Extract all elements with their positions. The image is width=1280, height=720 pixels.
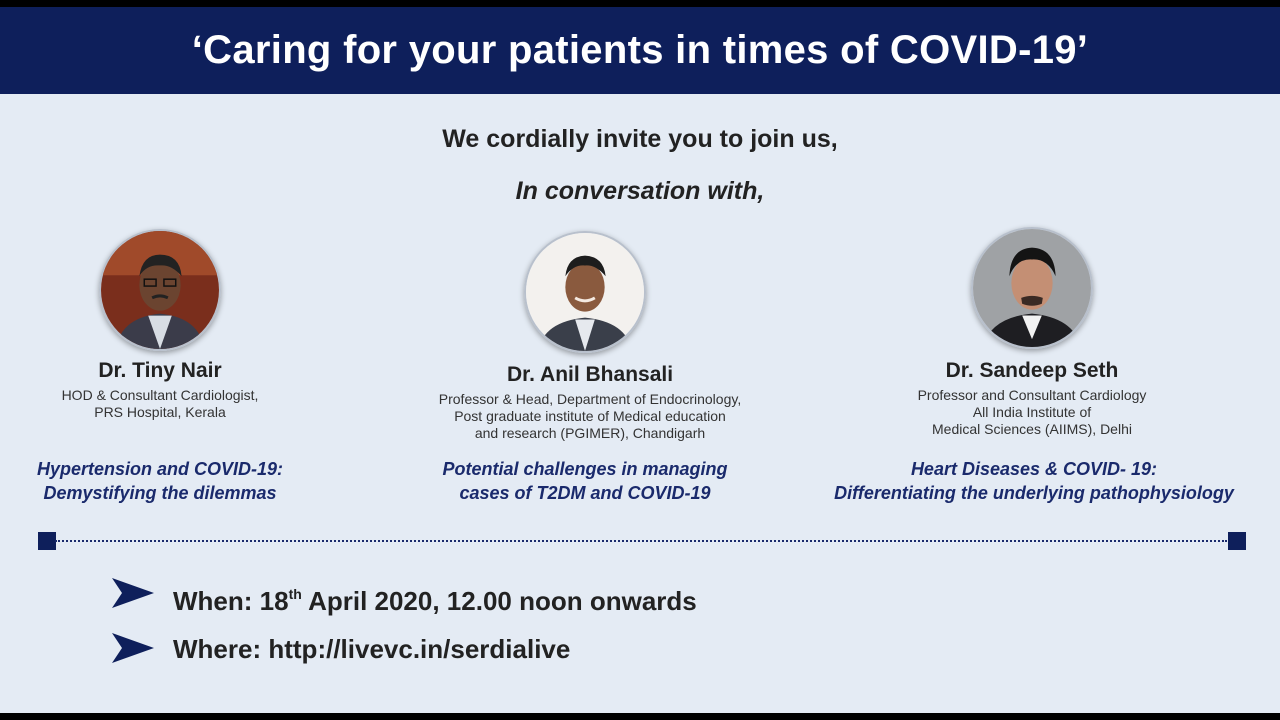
speaker-name: Dr. Sandeep Seth <box>945 359 1119 382</box>
divider-left-square <box>38 532 56 550</box>
speaker-photo-tiny-nair <box>99 229 221 351</box>
arrow-right-icon <box>112 578 154 608</box>
affiliation-line: Professor & Head, Department of Endocrinology, <box>438 391 742 407</box>
when-label: When: <box>173 586 253 616</box>
header-banner <box>0 7 1280 94</box>
affiliation-line: Medical Sciences (AIIMS), Delhi <box>932 421 1132 437</box>
affiliation-line: PRS Hospital, Kerala <box>94 404 226 420</box>
when-details: April 2020, 12.00 noon onwards <box>308 586 697 616</box>
topic-line: Differentiating the underlying pathophysiology <box>834 483 1234 503</box>
speaker-affiliation <box>30 387 290 421</box>
speaker-name: Dr. Anil Bhansali <box>506 363 674 386</box>
topic-line: Potential challenges in managing <box>442 459 728 479</box>
when-day: 18 <box>259 586 289 616</box>
affiliation-line: HOD & Consultant Cardiologist, <box>61 387 259 403</box>
affiliation-line: and research (PGIMER), Chandigarh <box>474 425 706 441</box>
event-when <box>173 574 697 621</box>
page-title: ‘Caring for your patients in times of COVID-19’ <box>191 28 1089 72</box>
speaker-card-sandeep-seth <box>872 359 1192 438</box>
arrow-right-icon <box>112 633 154 663</box>
dotted-divider <box>55 540 1227 542</box>
invite-line: We cordially invite you to join us, <box>442 125 838 153</box>
speaker-affiliation <box>410 391 770 442</box>
topic-line: Hypertension and COVID-19: <box>36 459 284 479</box>
speaker-affiliation <box>872 387 1192 438</box>
topic-line: Demystifying the dilemmas <box>43 483 277 503</box>
topic-line: cases of T2DM and COVID-19 <box>459 483 711 503</box>
talk-topic-heart-diseases <box>800 457 1268 505</box>
affiliation-line: All India Institute of <box>972 404 1092 420</box>
conversation-line: In conversation with, <box>515 177 765 205</box>
speaker-photo-sandeep-seth <box>971 227 1093 349</box>
divider-right-square <box>1228 532 1246 550</box>
speaker-photo-anil-bhansali <box>524 231 646 353</box>
slide <box>0 7 1280 713</box>
event-where <box>173 629 570 669</box>
affiliation-line: Post graduate institute of Medical education <box>454 408 726 424</box>
where-link[interactable]: http://livevc.in/serdialive <box>268 634 571 664</box>
when-day-suffix: th <box>288 586 302 602</box>
talk-topic-t2dm <box>420 457 750 505</box>
talk-topic-hypertension <box>10 457 310 505</box>
speaker-card-anil-bhansali <box>410 363 770 442</box>
topic-line: Heart Diseases & COVID- 19: <box>910 459 1158 479</box>
speaker-name: Dr. Tiny Nair <box>98 359 222 382</box>
where-label: Where: <box>173 634 262 664</box>
affiliation-line: Professor and Consultant Cardiology <box>917 387 1147 403</box>
speaker-card-tiny-nair <box>30 359 290 421</box>
